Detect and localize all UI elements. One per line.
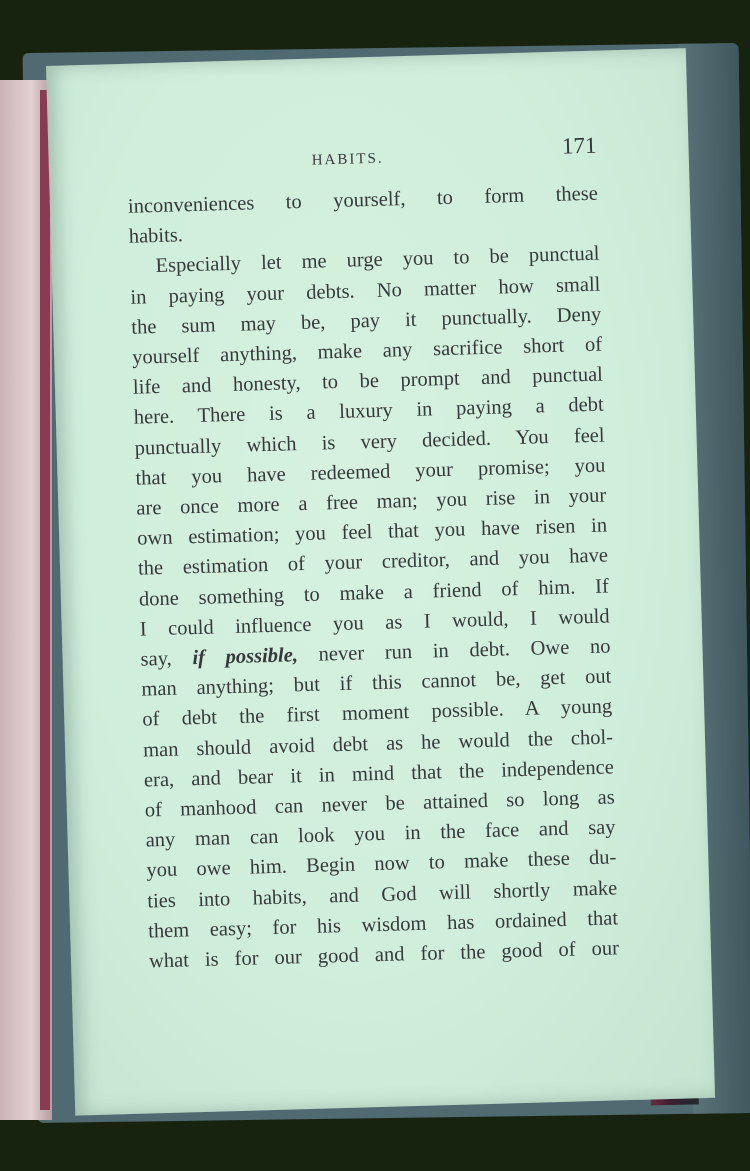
text-line: inconveniences to yourself, to form these bbox=[127, 182, 599, 218]
text-line: era, and bear it in mind that the independence bbox=[143, 756, 615, 792]
text-line: them easy; for his wisdom has ordained that bbox=[147, 907, 619, 943]
text-line: life and honesty, to be prompt and punctual bbox=[132, 363, 604, 399]
text-line: here. There is a luxury in paying a debt bbox=[133, 393, 604, 430]
text-line: I could influence you as I would, I would bbox=[139, 605, 610, 641]
section-title: HABITS. bbox=[311, 150, 384, 169]
text-line: punctually which is very decided. You feel bbox=[134, 424, 605, 460]
facing-page-binding bbox=[40, 90, 50, 1110]
text-line: Especially let me urge you to be punctual bbox=[155, 243, 600, 278]
text-line: own estimation; you feel that you have risen in bbox=[136, 514, 608, 550]
text-line: habits. bbox=[128, 224, 184, 248]
text-line: man anything; but if this cannot be, get out bbox=[141, 665, 612, 701]
text-line: what is for our good and for the good of our bbox=[148, 937, 620, 973]
text-line: are once more a free man; you rise in your bbox=[136, 484, 607, 520]
page-text-block bbox=[126, 129, 619, 977]
text-segment: say, bbox=[140, 647, 173, 671]
text-line: done something to make a friend of him. If bbox=[138, 575, 610, 611]
text-line: of debt the first moment possible. A young bbox=[141, 695, 613, 732]
text-line: yourself anything, make any sacrifice short of bbox=[131, 333, 603, 369]
text-line: ties into habits, and God will shortly make bbox=[147, 877, 618, 913]
book-page bbox=[46, 48, 715, 1115]
text-line: any man can look you in the face and say bbox=[145, 816, 616, 852]
text-line: man should avoid debt as he would the chol- bbox=[142, 726, 614, 762]
text-line: of manhood can never be attained so long as bbox=[144, 786, 615, 822]
emphasized-phrase: if possible, bbox=[192, 644, 299, 670]
text-line: in paying your debts. No matter how small bbox=[130, 273, 601, 309]
text-line: the sum may be, pay it punctually. Deny bbox=[131, 303, 602, 339]
text-line: you owe him. Begin now to make these du- bbox=[146, 846, 617, 882]
body-text bbox=[128, 179, 620, 977]
text-line: the estimation of your creditor, and you have bbox=[137, 544, 609, 581]
running-head bbox=[126, 129, 597, 182]
page-number: 171 bbox=[561, 132, 597, 159]
text-line: that you have redeemed your promise; you bbox=[135, 454, 606, 490]
text-segment: never run in debt. Owe no bbox=[318, 635, 611, 666]
